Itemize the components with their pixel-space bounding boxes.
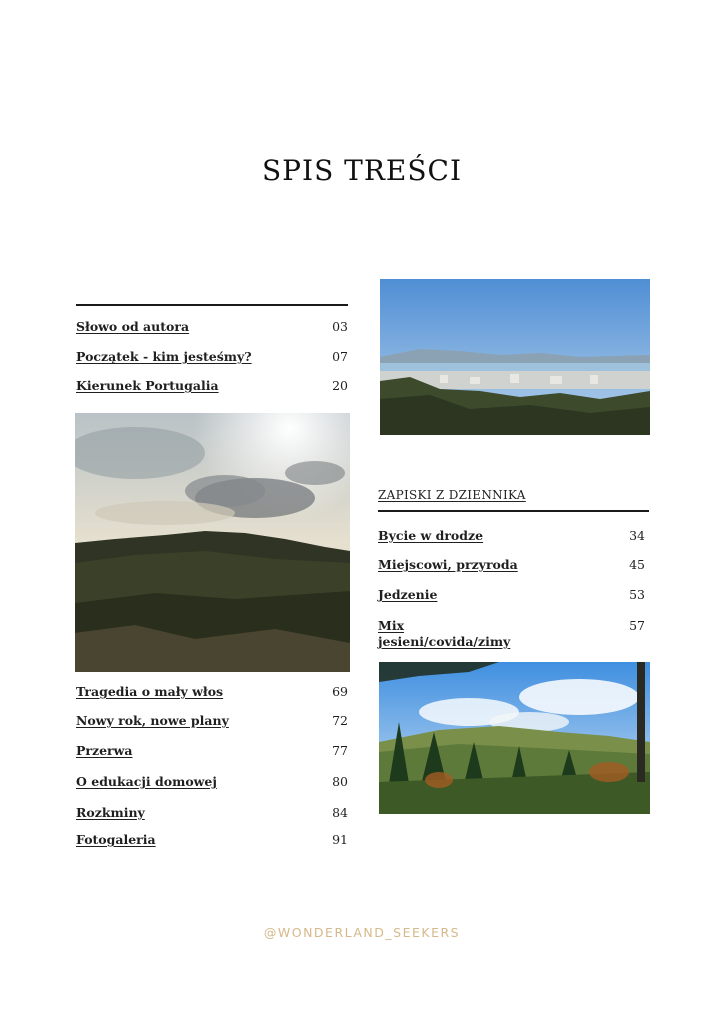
toc-entry-label[interactable]: Kierunek Portugalia: [76, 378, 219, 393]
toc-entry[interactable]: [76, 805, 348, 821]
toc-entry-page: 53: [629, 587, 645, 602]
toc-entry[interactable]: [76, 713, 348, 729]
toc-entry-label[interactable]: Fotogaleria: [76, 832, 156, 847]
toc-entry[interactable]: [76, 684, 348, 700]
toc-entry-page: 84: [332, 805, 348, 820]
toc-entry-page: 07: [332, 349, 348, 364]
toc-entry-label[interactable]: Słowo od autora: [76, 319, 190, 334]
toc-entry-page: 69: [332, 684, 348, 699]
toc-entry[interactable]: [76, 743, 348, 759]
toc-entry-page: 72: [332, 713, 348, 728]
toc-entry-page: 91: [332, 832, 348, 847]
toc-entry-page: 20: [332, 378, 348, 393]
toc-entry-label[interactable]: O edukacji domowej: [76, 774, 217, 789]
toc-entry[interactable]: [76, 774, 348, 790]
toc-entry-label[interactable]: Nowy rok, nowe plany: [76, 713, 229, 728]
toc-entry[interactable]: [76, 832, 348, 848]
toc-entry-page: 80: [332, 774, 348, 789]
toc-entry-page: 77: [332, 743, 348, 758]
toc-entry[interactable]: [378, 587, 645, 603]
toc-entry-label[interactable]: Przerwa: [76, 743, 133, 758]
divider-right: [378, 510, 649, 512]
toc-entry-label-line: jesieni/covida/zimy: [378, 634, 511, 649]
page-title: SPIS TREŚCI: [261, 154, 463, 187]
coastal-city-photo: [380, 279, 650, 435]
toc-entry-page: 03: [332, 319, 348, 334]
forest-photo: [379, 662, 650, 814]
toc-entry[interactable]: [378, 528, 645, 544]
toc-entry[interactable]: [378, 557, 645, 573]
toc-entry-page: 57: [629, 618, 645, 633]
mountain-photo: [75, 413, 350, 672]
footer-handle: @WONDERLAND_SEEKERS: [263, 925, 461, 940]
toc-entry-label[interactable]: Jedzenie: [378, 587, 438, 602]
toc-entry[interactable]: [76, 319, 348, 335]
toc-entry-page: 34: [629, 528, 645, 543]
toc-entry[interactable]: [76, 378, 348, 394]
toc-entry-label[interactable]: Tragedia o mały włos: [76, 684, 224, 699]
toc-entry[interactable]: [76, 349, 348, 365]
toc-entry-label[interactable]: Rozkminy: [76, 805, 145, 820]
toc-entry-label-line: Mix: [378, 618, 405, 633]
toc-entry-label[interactable]: Początek - kim jesteśmy?: [76, 349, 252, 364]
toc-entry-label[interactable]: Bycie w drodze: [378, 528, 484, 543]
toc-entry-page: 45: [629, 557, 645, 572]
toc-entry-label[interactable]: Miejscowi, przyroda: [378, 557, 518, 572]
divider-left: [76, 304, 348, 306]
toc-entry[interactable]: [378, 618, 645, 650]
toc-entry-label[interactable]: [378, 618, 510, 650]
journal-heading: ZAPISKI Z DZIENNIKA: [378, 488, 526, 502]
